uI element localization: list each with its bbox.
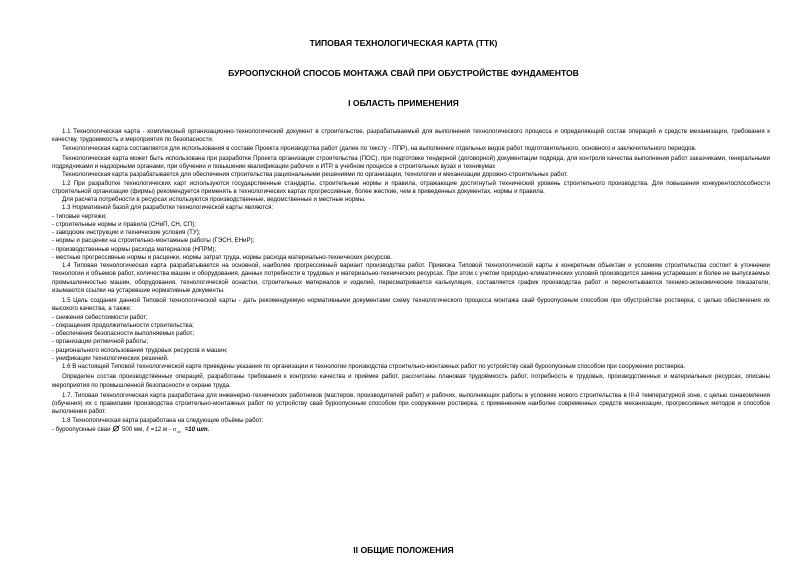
diameter-symbol-icon — [112, 425, 120, 432]
document-body — [52, 128, 770, 434]
paragraph-1-7: 1.7. Типовая технологическая карта разработана для инженерно-технических работников (мастеров, производителей работ) и рабочих, выполняющих работы в условиях нового строительства в III-й температурной зоне, с целью ознакомления (обучения) их с правилами производства строительно-монтажных работ по устройству свай буроопускным способом при сооружении ростверка, с применением наиболее современных средств механизации, прогрессивных методов и способов выполнения работ. — [52, 391, 770, 416]
list-item: - строительные нормы и правила (СНиП, СН, СП); — [52, 220, 196, 228]
paragraph-1-3: 1.3 Нормативной базой для разработки технологической карты являются: — [62, 204, 274, 212]
list-item: - унификации технологических решений. — [52, 354, 169, 362]
svg-text:ℓ: ℓ — [145, 424, 149, 432]
volume-line — [52, 425, 770, 434]
section-heading-1: I ОБЛАСТЬ ПРИМЕНЕНИЯ — [348, 98, 459, 108]
svg-text:св: св — [176, 428, 181, 433]
paragraph: Определен состав производственных операций, разработаны требования к контролю качества и приёмке работ, рассчитаны плановая трудоёмкость работ, потребность в трудовых, производственных и материальных ресурсах, описаны мероприятия по промышленной безопасности и охране труда. — [52, 373, 770, 389]
volume-length: =12 м - — [150, 425, 171, 433]
paragraph: Технологическая карта составляется для использования в составе Проекта производства работ (далее по тексту - ППР), на выполнение отдельных видов работ подготовительного, основного и заключительного периодов. — [62, 144, 697, 152]
document-subtitle: БУРООПУСКНОЙ СПОСОБ МОНТАЖА СВАЙ ПРИ ОБУСТРОЙСТВЕ ФУНДАМЕНТОВ — [228, 68, 579, 78]
paragraph-1-2: 1.2 При разработке технологических карт используются государственные стандарты, строительные нормы и правила, отражающие достигнутый технический уровень строительного производства. Для повышения конкурентоспособности строительной организации (фирмы) рекомендуется применять в технологических картах прогрессивные, более жесткие, чем в приведенных документах, нормы и правила. — [52, 179, 770, 195]
list-item: - обеспечения безопасности выполняемых работ; — [52, 330, 195, 337]
list-item: - снижения себестоимости работ; — [52, 313, 148, 321]
volume-prefix: - буроопускные сваи — [52, 425, 111, 433]
count-symbol-icon — [173, 426, 185, 433]
document-title: ТИПОВАЯ ТЕХНОЛОГИЧЕСКАЯ КАРТА (ТТК) — [309, 38, 498, 48]
list-item: - заводские инструкции и технические условия (ТУ); — [52, 229, 201, 236]
paragraph-1-5: 1.5 Цель создания данной Типовой технологической карты - дать рекомендуемую нормативными документами схему технологического процесса монтажа свай буроопускным способом при обустройстве ростверка, с целью обеспечения их высокого качества, а также: — [52, 297, 770, 313]
paragraph: Для расчета потребности в ресурсах используются производственные, ведомственные и местные нормы. — [62, 196, 366, 203]
paragraph: Технологическая карта может быть использована при разработке Проекта организации строительства (ПОС), при подготовке тендерной (договорной) документации подряда, для контроля качества выполнения работ заказчиками, генеральными подрядчиками и надзорными органами, при обучении и повышении квалификации рабочих и ИТР, в учебном процессе в строительных вузах и техникумах — [52, 154, 770, 170]
list-item: - типовые чертежи; — [52, 212, 107, 220]
section-heading-2: II ОБЩИЕ ПОЛОЖЕНИЯ — [353, 545, 454, 555]
volume-count: =10 шт. — [184, 425, 210, 433]
list-item: - рационального использования трудовых ресурсов и машин; — [52, 346, 228, 354]
list-item: - местные прогрессивные нормы и расценки, нормы затрат труда, нормы расхода материально-технических ресурсов. — [52, 253, 393, 261]
paragraph-1-8: 1.8 Технологическая карта разработана на следующие объёмы работ: — [62, 416, 264, 424]
paragraph: Технологическая карта разрабатывается для обеспечения строительства рациональными решениями по организации, технологии и механизации дорожно-строительных работ. — [62, 171, 568, 179]
list-item: - организации ритмичной работы; — [52, 338, 149, 346]
svg-text:n: n — [172, 426, 176, 433]
paragraph-1-1: 1.1 Технологическая карта - комплексный организационно-технологический документ в строительстве, разрабатываемый для выполнения технологического процесса и определяющий состав операций и средств механизации, требования к качеству, трудоемкость и мероприятия по безопасности. — [52, 128, 770, 144]
volume-diameter: 500 мм, — [121, 425, 145, 433]
list-item: - сокращения продолжительности строительства; — [52, 321, 194, 329]
paragraph-1-4: 1.4 Типовая технологическая карта разрабатывается на основной, наиболее прогрессивный вариант производства работ. Привязка Типовой технологической карты к конкретным объектам и условиям строительства состоит в уточнении технологии и объемов работ, количества машин и оборудования, данных потребности в трудовых и материально-технических ресурсах. При этом с учетом природно-климатических условий производится замена устаревших и более не выпускаемых промышленностью машин, оборудования, технологической оснастки, строительных материалов и изделий, пересматривается калькуляция, составляется график производства работ и пересчитываются технико-экономические показатели, изымаются ссылки на устаревшие нормативные документы. — [52, 262, 770, 294]
paragraph-1-6: 1.6 В настоящей Типовой технологической карте приведены указания по организации и технологии производства строительно-монтажных работ по устройству свай буроопускным способом при сооружении ростверка. — [62, 363, 686, 370]
list-item: - нормы и расценки на строительно-монтажные работы (ГЭСН, ЕНиР); — [52, 237, 255, 245]
list-item: - производственные нормы расхода материалов (НПРМ); — [52, 245, 217, 253]
